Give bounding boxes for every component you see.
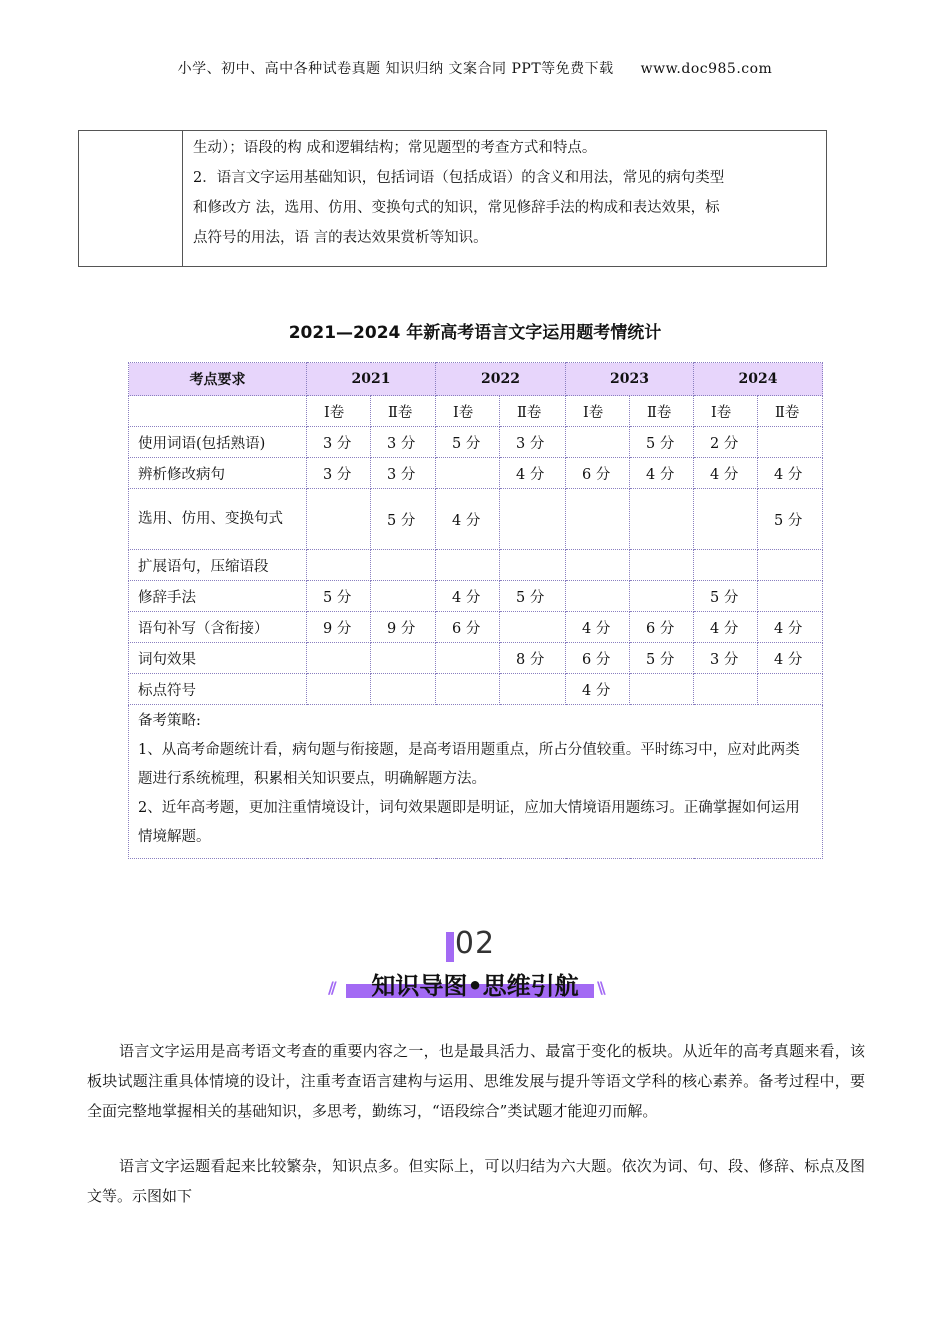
score-cell — [436, 643, 500, 674]
score-cell: 9 分 — [371, 612, 436, 643]
score-cell: 5 分 — [307, 581, 371, 612]
score-cell — [500, 489, 566, 550]
stats-table — [128, 362, 823, 859]
score-cell: 5 分 — [630, 427, 694, 458]
score-cell — [371, 643, 436, 674]
score-cell — [371, 550, 436, 581]
row-label: 修辞手法 — [129, 581, 307, 612]
score-cell: 3 分 — [694, 643, 758, 674]
header-label: 考点要求 — [129, 363, 307, 396]
continued-line: 生动）；语段的构 成和逻辑结构；常见题型的考查方式和特点。 — [193, 140, 597, 156]
score-cell — [566, 489, 630, 550]
stats-row — [129, 612, 823, 643]
score-cell — [500, 550, 566, 581]
score-cell: 9 分 — [307, 612, 371, 643]
score-cell: 3 分 — [307, 458, 371, 489]
score-cell: 4 分 — [694, 458, 758, 489]
score-cell — [500, 612, 566, 643]
score-cell: 6 分 — [630, 612, 694, 643]
score-cell — [630, 674, 694, 705]
stats-title: 2021—2024 年新高考语言文字运用题考情统计 — [288, 323, 662, 343]
score-cell: 4 分 — [758, 458, 823, 489]
row-label: 词句效果 — [129, 643, 307, 674]
continued-table-empty-cell — [79, 131, 183, 267]
score-cell — [566, 427, 630, 458]
row-label: 使用词语(包括熟语) — [129, 427, 307, 458]
year-header: 2021 — [307, 363, 436, 396]
paper-header: Ⅰ卷 — [307, 396, 371, 427]
score-cell — [694, 489, 758, 550]
stats-row — [129, 674, 823, 705]
score-cell — [307, 550, 371, 581]
stats-row — [129, 427, 823, 458]
score-cell — [694, 674, 758, 705]
section-number-block — [0, 926, 950, 961]
continued-table — [78, 130, 827, 267]
score-cell — [500, 674, 566, 705]
score-cell — [758, 427, 823, 458]
stats-subheader-row — [129, 396, 823, 427]
section-title: 知识导图•思维引航 — [371, 972, 579, 1000]
paper-header: Ⅰ卷 — [566, 396, 630, 427]
score-cell: 5 分 — [630, 643, 694, 674]
score-cell — [371, 674, 436, 705]
score-cell — [630, 581, 694, 612]
paper-header: Ⅱ卷 — [758, 396, 823, 427]
score-cell: 4 分 — [436, 489, 500, 550]
year-header: 2023 — [566, 363, 694, 396]
stats-row — [129, 550, 823, 581]
slash-left-icon: // — [328, 978, 334, 997]
score-cell: 4 分 — [758, 643, 823, 674]
strategy-item: 2、近年高考题，更加注重情境设计，词句效果题即是明证，应加大情境语用题练习。正确掌握如何运用情境解题。 — [138, 800, 800, 845]
header-site[interactable]: www.doc985.com — [640, 61, 773, 77]
score-cell: 4 分 — [500, 458, 566, 489]
header-text: 小学、初中、高中各种试卷真题 知识归纳 文案合同 PPT等免费下载 — [177, 61, 614, 77]
score-cell: 5 分 — [371, 489, 436, 550]
row-label: 标点符号 — [129, 674, 307, 705]
continued-line: 和修改方 法，选用、仿用、变换句式的知识，常见修辞手法的构成和表达效果，标 — [193, 200, 720, 216]
score-cell: 6 分 — [566, 458, 630, 489]
stats-header-row — [129, 363, 823, 396]
score-cell — [307, 643, 371, 674]
score-cell: 4 分 — [566, 612, 630, 643]
score-cell: 6 分 — [436, 612, 500, 643]
score-cell — [371, 581, 436, 612]
stats-row — [129, 489, 823, 550]
score-cell — [436, 550, 500, 581]
strategy-item: 1、从高考命题统计看，病句题与衔接题，是高考语用题重点，所占分值较重。平时练习中，应对此两类题进行系统梳理，积累相关知识要点，明确解题方法。 — [138, 742, 800, 787]
score-cell — [630, 550, 694, 581]
body-paragraph: 语言文字运题看起来比较繁杂，知识点多。但实际上，可以归结为六大题。依次为词、句、段、修辞、标点及图文等。示图如下 — [87, 1157, 865, 1205]
year-header: 2022 — [436, 363, 566, 396]
row-label: 选用、仿用、变换句式 — [129, 489, 307, 550]
score-cell — [758, 581, 823, 612]
year-header: 2024 — [694, 363, 823, 396]
section-number-accent — [446, 932, 454, 962]
subheader-empty — [129, 396, 307, 427]
score-cell: 4 分 — [436, 581, 500, 612]
score-cell: 5 分 — [436, 427, 500, 458]
continued-line: 点符号的用法，语 言的表达效果赏析等知识。 — [193, 230, 488, 246]
paper-header: Ⅰ卷 — [694, 396, 758, 427]
section-number: 02 — [454, 926, 496, 961]
score-cell — [566, 581, 630, 612]
row-label: 语句补写（含衔接） — [129, 612, 307, 643]
score-cell — [307, 489, 371, 550]
score-cell: 3 分 — [371, 458, 436, 489]
continued-line: 2．语言文字运用基础知识，包括词语（包括成语）的含义和用法，常见的病句类型 — [193, 170, 725, 186]
score-cell: 4 分 — [630, 458, 694, 489]
score-cell: 2 分 — [694, 427, 758, 458]
score-cell: 3 分 — [371, 427, 436, 458]
stats-row — [129, 458, 823, 489]
page-header — [0, 58, 950, 78]
row-label: 扩展语句，压缩语段 — [129, 550, 307, 581]
score-cell — [694, 550, 758, 581]
score-cell: 8 分 — [500, 643, 566, 674]
score-cell — [630, 489, 694, 550]
row-label: 辨析修改病句 — [129, 458, 307, 489]
paper-header: Ⅰ卷 — [436, 396, 500, 427]
score-cell: 4 分 — [758, 612, 823, 643]
score-cell: 6 分 — [566, 643, 630, 674]
section-title-block — [0, 964, 950, 1004]
paper-header: Ⅱ卷 — [630, 396, 694, 427]
score-cell — [436, 458, 500, 489]
strategy-cell — [129, 705, 823, 859]
score-cell: 3 分 — [307, 427, 371, 458]
paper-header: Ⅱ卷 — [371, 396, 436, 427]
slash-right-icon: \\ — [597, 978, 603, 997]
score-cell: 4 分 — [694, 612, 758, 643]
score-cell — [307, 674, 371, 705]
strategy-row — [129, 705, 823, 859]
score-cell: 3 分 — [500, 427, 566, 458]
paper-header: Ⅱ卷 — [500, 396, 566, 427]
stats-row — [129, 643, 823, 674]
score-cell — [758, 674, 823, 705]
score-cell: 5 分 — [694, 581, 758, 612]
score-cell — [436, 674, 500, 705]
score-cell — [566, 550, 630, 581]
strategy-heading: 备考策略: — [138, 713, 201, 729]
stats-row — [129, 581, 823, 612]
score-cell: 5 分 — [758, 489, 823, 550]
body-paragraph: 语言文字运用是高考语文考查的重要内容之一，也是最具活力、最富于变化的板块。从近年的高考真题来看，该板块试题注重具体情境的设计，注重考查语言建构与运用、思维发展与提升等语文学科的核心素养。备考过程中，要全面完整地掌握相关的基础知识，多思考，勤练习，“语段综合”类试题才能迎刃而解。 — [87, 1042, 865, 1120]
score-cell: 4 分 — [566, 674, 630, 705]
score-cell — [758, 550, 823, 581]
continued-table-content — [183, 131, 827, 267]
score-cell: 5 分 — [500, 581, 566, 612]
